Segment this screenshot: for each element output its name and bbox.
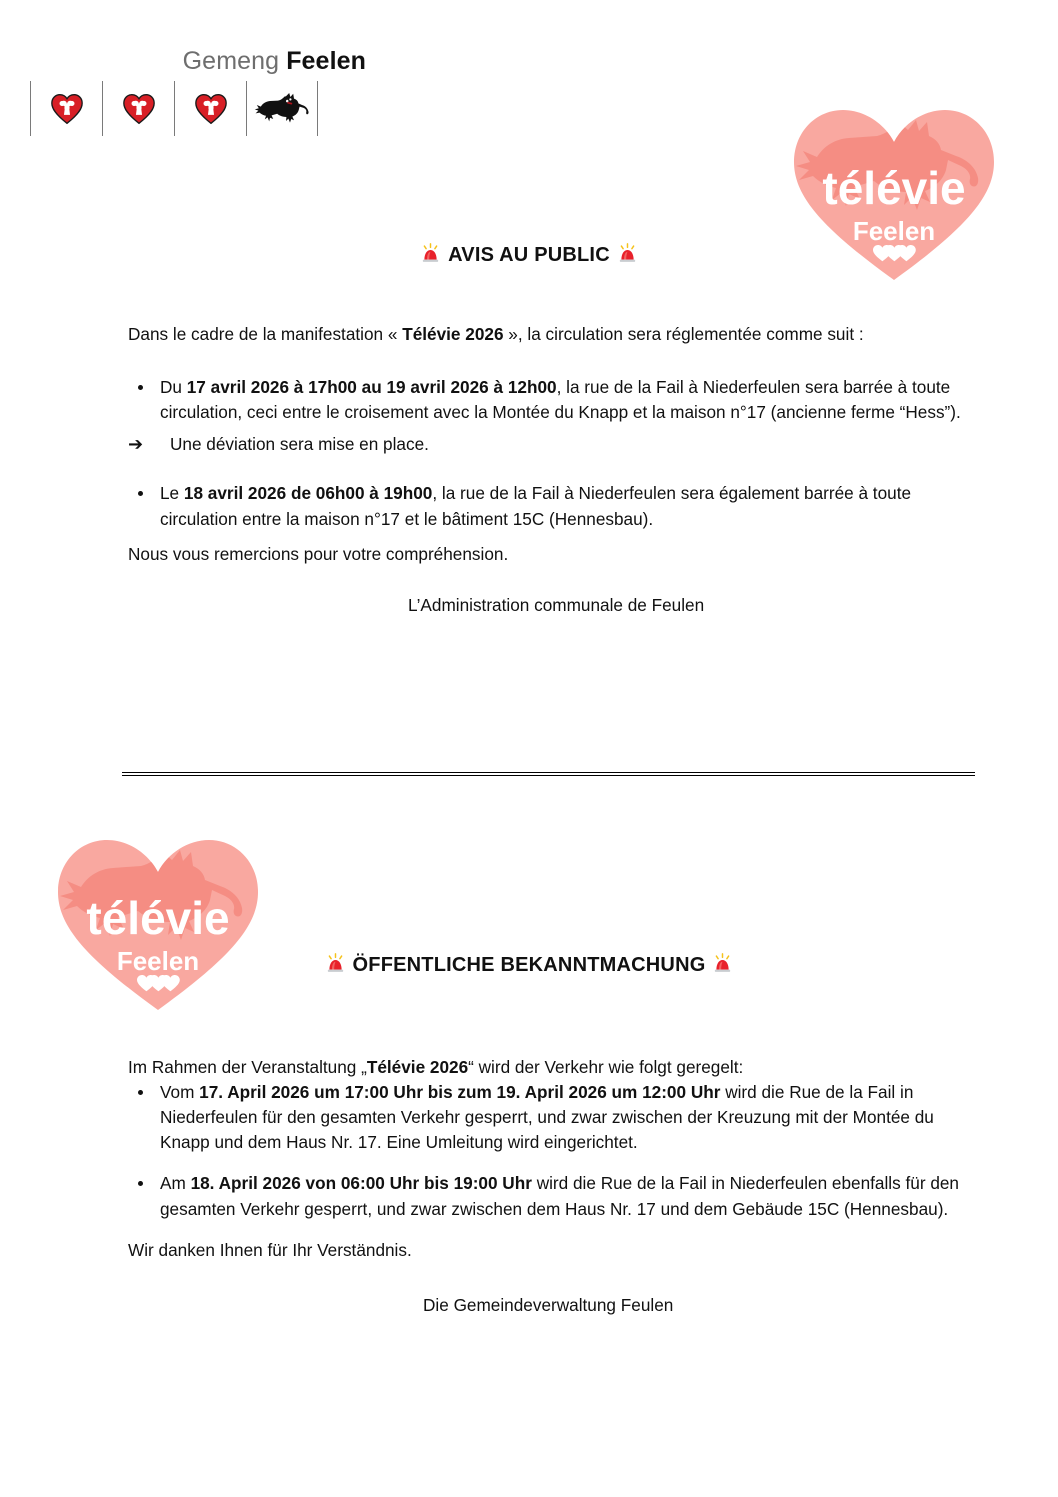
- french-bullet-list-2: [128, 481, 976, 531]
- german-bullet-2-post: wird die Rue de la Fail in Niederfeulen ebenfalls für den gesamten Verkehr gesperrt, und zwar zwischen dem Haus Nr. 17 und dem Gebäude 15C (Hennesbau).: [160, 1173, 959, 1219]
- french-notice-title: [0, 243, 1058, 267]
- televie-subtitle-text: Feelen: [116, 946, 200, 976]
- german-bullet-2-pre: Am: [160, 1173, 191, 1194]
- french-deviation-line: [128, 432, 976, 457]
- french-closing-text: Nous vous remercions pour votre compréhension.: [128, 543, 509, 564]
- televie-title-text: télévie: [822, 162, 966, 214]
- right-arrow-icon: ➔: [128, 434, 144, 455]
- televie-subtitle-text: Feelen: [852, 216, 936, 246]
- german-intro-post: “ wird der Verkehr wie folgt geregelt:: [468, 1057, 744, 1077]
- french-deviation-text: Une déviation sera mise en place.: [170, 434, 429, 455]
- french-bullet-1-pre: Du: [160, 377, 187, 398]
- german-notice-title: [0, 953, 1058, 977]
- televie-heart-logo: [52, 830, 264, 1016]
- german-intro-bold: Télévie 2026: [366, 1057, 469, 1077]
- french-notice-title-row: [0, 243, 1058, 267]
- german-bullet-1-pre: Vom: [160, 1082, 200, 1103]
- french-bullet-1-post: , la rue de la Fail à Niederfeulen sera barrée à toute circulation, ceci entre le croisement avec la Montée du Knapp et la maison n°17 (ancienne ferme “Hess”).: [160, 377, 961, 423]
- german-bullet-list: [128, 1080, 976, 1222]
- french-intro-bold: Télévie 2026: [402, 324, 504, 344]
- german-closing-text: Wir danken Ihnen für Ihr Verständnis.: [128, 1239, 412, 1260]
- police-beacon-icon: [712, 953, 733, 974]
- german-bullet-1-bold: 17. April 2026 um 17:00 Uhr bis zum 19. April 2026 um 12:00 Uhr: [199, 1082, 721, 1103]
- french-signature: L’Administration communale de Feulen: [408, 594, 705, 615]
- section-divider: [122, 772, 975, 776]
- police-beacon-icon: [420, 243, 441, 264]
- crest-cell-1: [30, 81, 102, 136]
- german-intro-paragraph: [128, 1055, 976, 1080]
- german-notice-body: [128, 1055, 976, 1318]
- wordmark-feelen: Feelen: [286, 47, 366, 75]
- list-item: [128, 1080, 976, 1155]
- german-signature: Die Gemeindeverwaltung Feulen: [423, 1294, 674, 1315]
- french-notice-body: [128, 322, 976, 618]
- crest-cell-2: [102, 81, 174, 136]
- lion-crest-icon: [254, 92, 310, 126]
- german-bullet-1-post: wird die Rue de la Fail in Niederfeulen für den gesamten Verkehr gesperrt, und zwar zwischen der Kreuzung mit der Montée du Knapp und dem Haus Nr. 17. Eine Umleitung wird eingerichtet.: [160, 1082, 934, 1153]
- commune-wordmark: [30, 48, 370, 74]
- police-beacon-icon: [325, 953, 346, 974]
- heart-crest-icon: [50, 93, 84, 125]
- german-notice-title-row: [0, 953, 1058, 977]
- crest-cell-3: [174, 81, 246, 136]
- televie-title-text: télévie: [86, 892, 230, 944]
- heart-crest-icon: [122, 93, 156, 125]
- french-intro-paragraph: [128, 322, 976, 347]
- crest-cell-4: [246, 81, 318, 136]
- heart-crest-icon: [194, 93, 228, 125]
- list-item: [128, 481, 976, 531]
- french-bullet-1-bold: 17 avril 2026 à 17h00 au 19 avril 2026 à 12h00: [186, 377, 557, 398]
- french-title-text: AVIS AU PUBLIC: [448, 244, 610, 266]
- list-item: [128, 375, 976, 425]
- german-title-text: ÖFFENTLICHE BEKANNTMACHUNG: [352, 954, 706, 976]
- french-bullet-2-pre: Le: [160, 483, 184, 504]
- french-bullet-2-post: , la rue de la Fail à Niederfeulen sera également barrée à toute circulation entre la maison n°17 et le bâtiment 15C (Hennesbau).: [160, 483, 912, 529]
- police-beacon-icon: [617, 243, 638, 264]
- german-bullet-2-bold: 18. April 2026 von 06:00 Uhr bis 19:00 Uhr: [190, 1173, 532, 1194]
- crest-row: [30, 81, 370, 136]
- televie-logo-bottom: [52, 830, 264, 1016]
- commune-logo: [30, 48, 370, 136]
- list-item: [128, 1171, 976, 1221]
- french-bullet-list: [128, 375, 976, 425]
- french-intro-pre: Dans le cadre de la manifestation «: [128, 324, 403, 344]
- french-bullet-2-bold: 18 avril 2026 de 06h00 à 19h00: [183, 483, 433, 504]
- german-intro-pre: Im Rahmen der Veranstaltung „: [128, 1057, 367, 1077]
- french-intro-post: », la circulation sera réglementée comme suit :: [503, 324, 864, 344]
- wordmark-gemeng: Gemeng: [182, 47, 280, 75]
